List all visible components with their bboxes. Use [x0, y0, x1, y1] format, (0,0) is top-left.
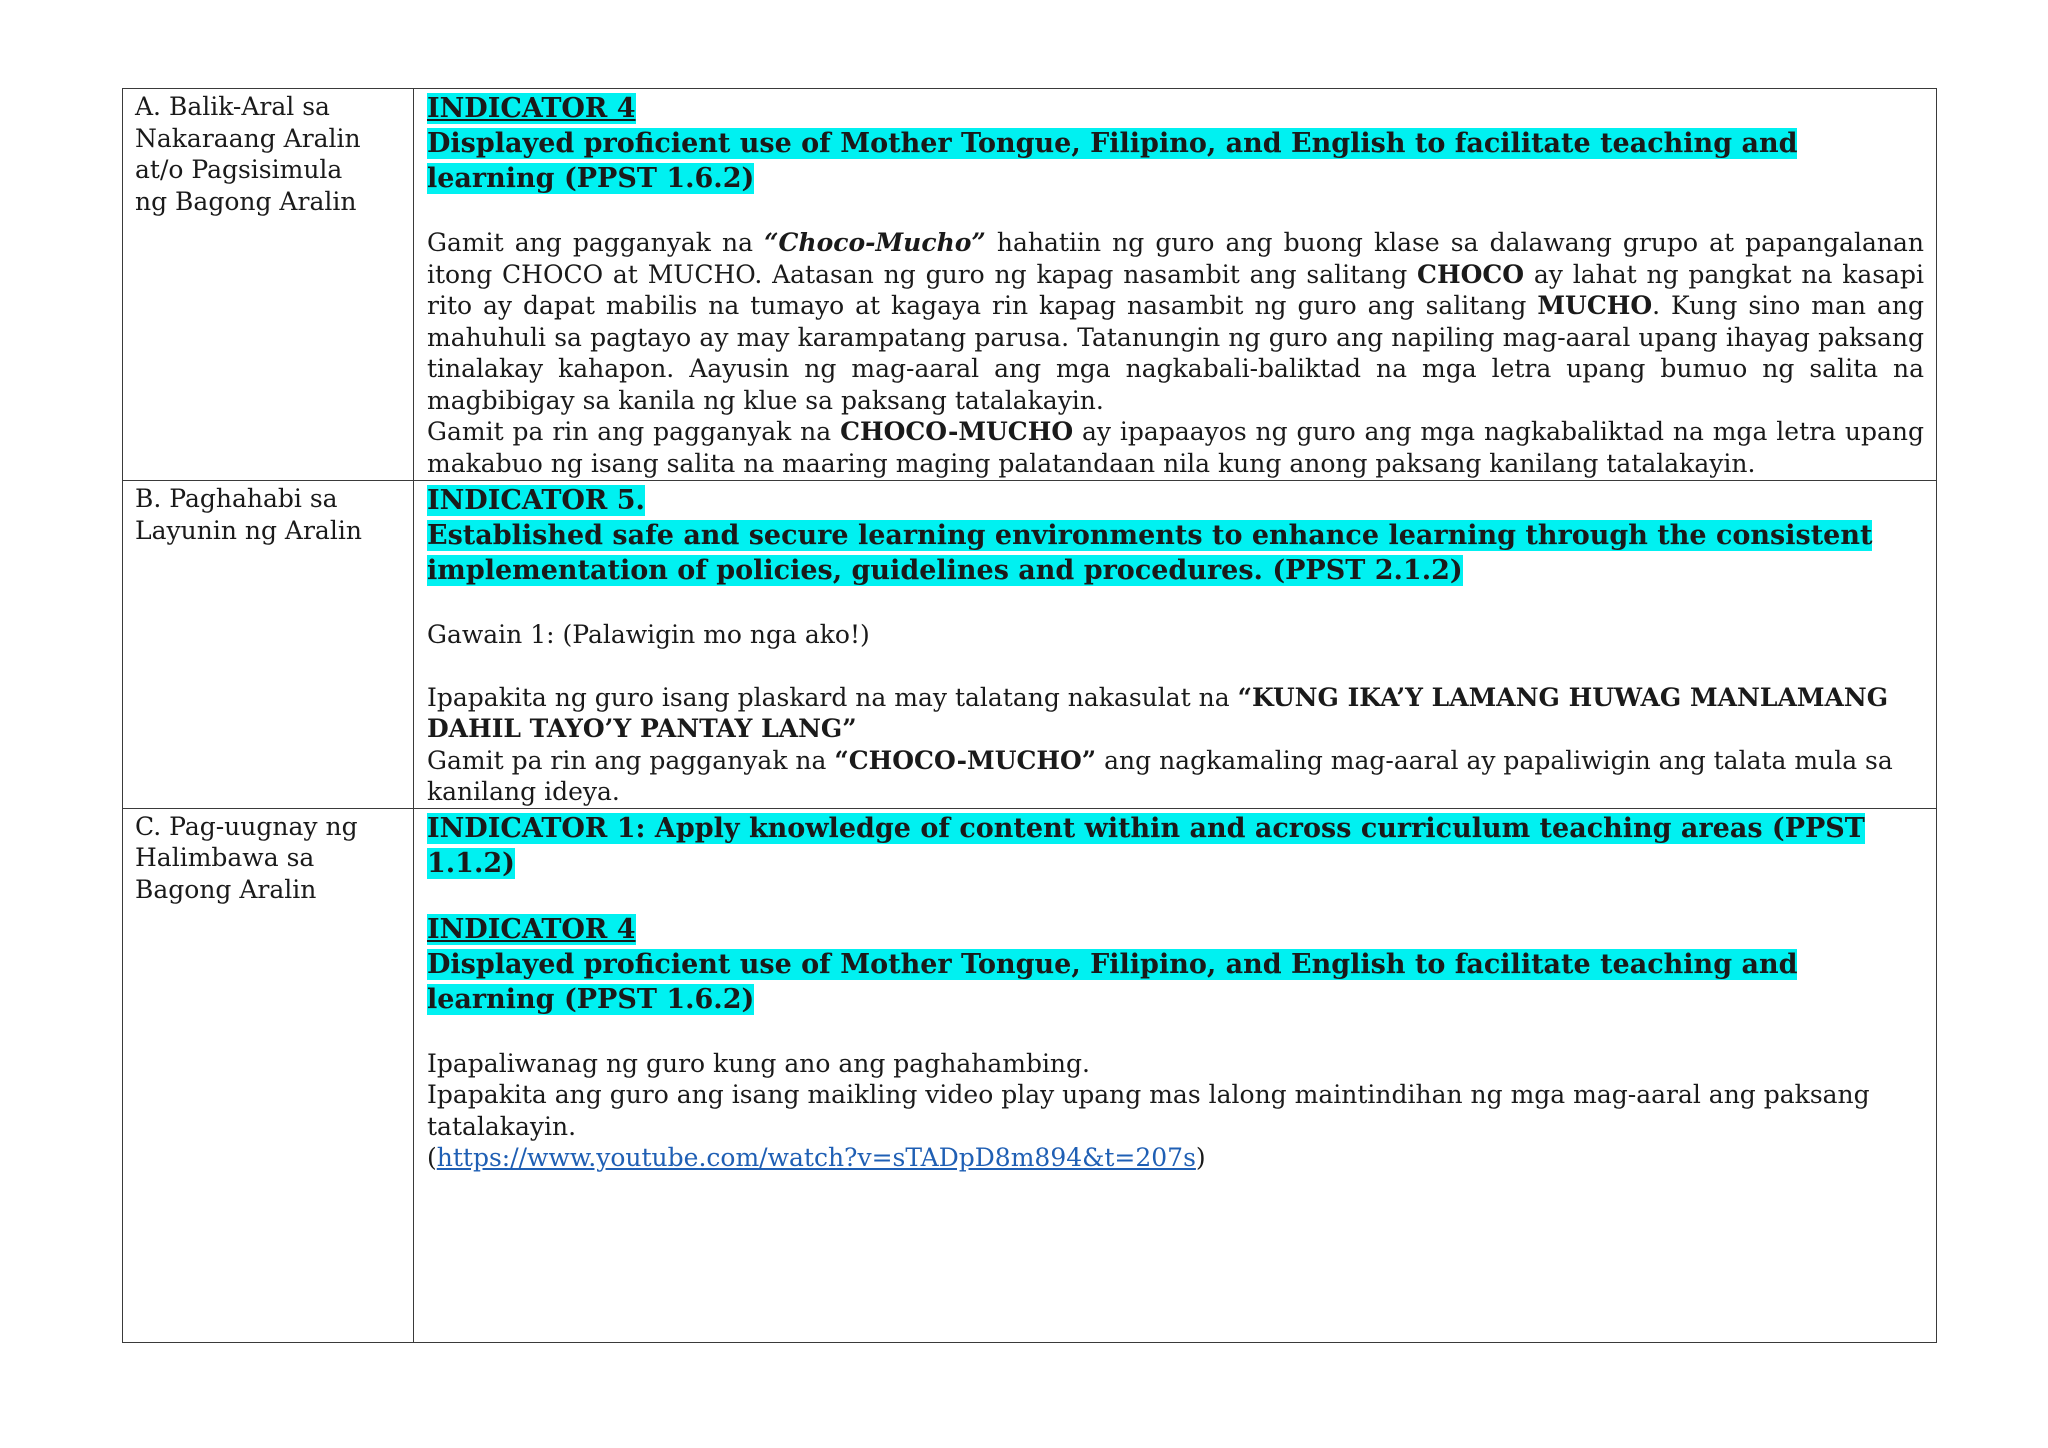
indicator-description: Established safe and secure learning environments to enhance learning through the consistent implementation of policies, guidelines and procedures. (PPST 2.1.2) — [427, 520, 1873, 586]
section-content-cell — [414, 89, 1937, 481]
section-label-cell — [123, 481, 414, 809]
activity-paragraph: Gamit ang pagganyak na “Choco-Mucho” hahatiin ng guro ang buong klase sa dalawang grupo at papangalanan itong CHOCO at MUCHO. Aatasan ng guro ng kapag nasambit ang salitang CHOCO ay lahat ng pangkat na kasapi rito ay dapat mabilis na tumayo at kagaya rin kapag nasambit ng guro ang salitang MUCHO. Kung sino man ang mahuhuli sa pagtayo ay may karampatang parusa. Tatanungin ng guro ang napiling mag-aaral upang ihayag paksang tinalakay kahapon. Aayusin ng mag-aaral ang mga nagkabali-baliktad na mga letra upang bumuo ng salita na magbibigay sa kanila ng klue sa paksang tatalakayin. — [427, 228, 1924, 415]
activity-paragraph: Ipapakita ang guro ang isang maikling video play upang mas lalong maintindihan ng mga mag-aaral ang paksang tatalakayin. — [427, 1080, 1870, 1141]
section-label-line: ng Bagong Aralin — [135, 186, 357, 216]
activity-title: Gawain 1: (Palawigin mo nga ako!) — [427, 620, 870, 649]
video-link[interactable]: https://www.youtube.com/watch?v=sTADpD8m894&t=207s — [436, 1143, 1196, 1172]
activity-paragraph: Gamit pa rin ang pagganyak na “CHOCO-MUCHO” ang nagkamaling mag-aaral ay papaliwigin ang talata mula sa kanilang ideya. — [427, 745, 1893, 806]
section-label-line: at/o Pagsisimula — [135, 155, 343, 184]
table-row — [123, 481, 1937, 809]
section-label-line: C. Pag-uugnay ng — [135, 811, 358, 841]
indicator-description: Displayed proficient use of Mother Tongue, Filipino, and English to facilitate teaching and learning (PPST 1.6.2) — [427, 128, 1798, 194]
indicator-title: INDICATOR 4 — [427, 93, 636, 124]
indicator-title: INDICATOR 4 — [427, 913, 636, 945]
section-label-cell — [123, 808, 414, 1342]
section-label-line: Layunin ng Aralin — [135, 515, 362, 545]
indicator-title: INDICATOR 5. — [427, 485, 645, 516]
section-label-line: Bagong Aralin — [135, 874, 317, 904]
section-content-cell — [414, 808, 1937, 1342]
activity-paragraph: Gamit pa rin ang pagganyak na CHOCO-MUCHO ay ipapaayos ng guro ang mga nagkabaliktad na mga letra upang makabuo ng isang salita na maaring maging palatandaan nila kung anong paksang kanilang tatalakayin. — [427, 417, 1925, 478]
section-label-cell — [123, 89, 414, 481]
activity-paragraph: Ipapakita ng guro isang plaskard na may talatang nakasulat na “KUNG IKA’Y LAMANG HUWAG MANLAMANG DAHIL TAYO’Y PANTAY LANG” — [427, 682, 1889, 743]
lesson-plan-table — [122, 88, 1937, 1343]
section-content-cell — [414, 481, 1937, 809]
indicator-description: Displayed proficient use of Mother Tongue, Filipino, and English to facilitate teaching and learning (PPST 1.6.2) — [427, 948, 1798, 1015]
activity-paragraph: Ipapaliwanag ng guro kung ano ang paghahambing. — [427, 1048, 1090, 1078]
table-row — [123, 89, 1937, 481]
table-row — [123, 808, 1937, 1342]
section-label-line: B. Paghahabi sa — [135, 484, 338, 513]
section-label-line: Nakaraang Aralin — [135, 123, 361, 153]
indicator-description: INDICATOR 1: Apply knowledge of content within and across curriculum teaching areas (PPST 1.1.2) — [427, 812, 1865, 879]
section-label-line: Halimbawa sa — [135, 843, 315, 872]
section-label-line: A. Balik-Aral sa — [135, 92, 330, 121]
video-link-line: (https://www.youtube.com/watch?v=sTADpD8m894&t=207s) — [427, 1143, 1206, 1172]
